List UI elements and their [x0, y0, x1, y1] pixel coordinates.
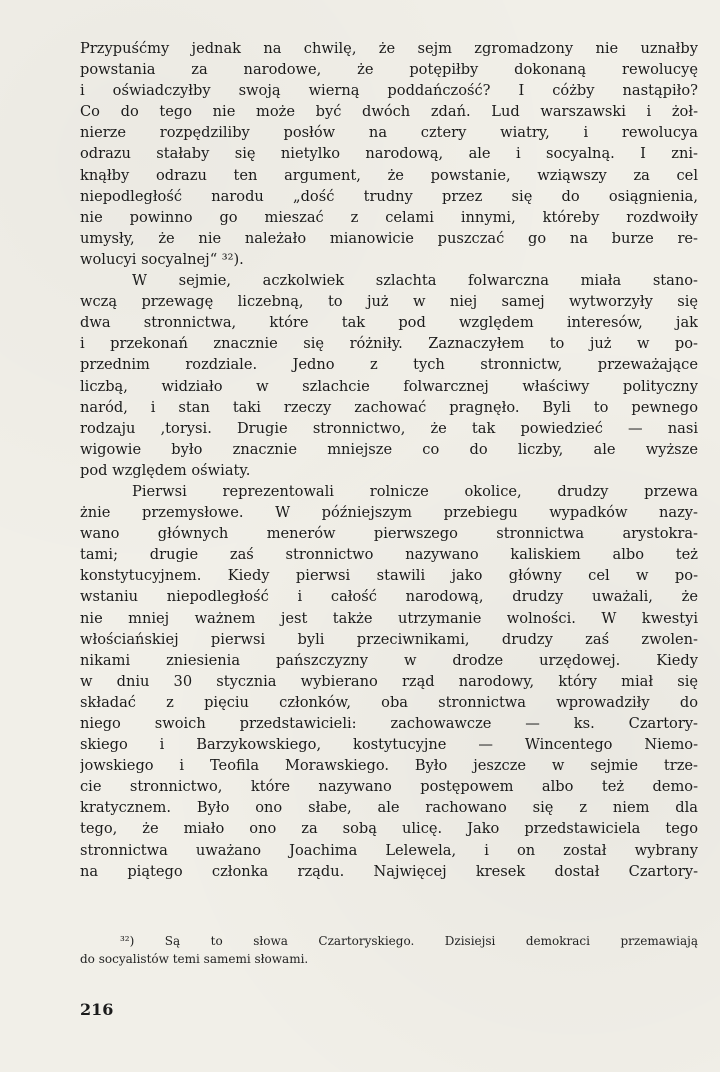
text-line: umysły, że nie należało mianowicie puszczać go na burze re- — [80, 229, 698, 247]
text-line: składać z pięciu członków, oba stronnictwa wprowadziły do — [80, 693, 698, 711]
text-line: przednim rozdziale. Jedno z tych stronnictw, przeważające — [80, 356, 698, 374]
text-line: knąłby odrazu ten argument, że powstanie, wziąwszy za cel — [80, 166, 698, 184]
text-line: żnie przemysłowe. W późniejszym przebiegu wypadków nazy- — [80, 504, 698, 522]
text-line: liczbą, widziało w szlachcie folwarcznej właściwy polityczny — [80, 377, 698, 395]
text-line: stronnictwa uważano Joachima Lelewela, i on został wybrany — [80, 841, 698, 859]
text-line: konstytucyjnem. Kiedy pierwsi stawili jako główny cel w po- — [80, 567, 698, 585]
text-line: odrazu stałaby się nietylko narodową, ale i socyalną. I zni- — [80, 145, 698, 163]
text-line: nikami zniesienia pańszczyzny w drodze urzędowej. Kiedy — [80, 651, 698, 669]
text-line: niego swoich przedstawicieli: zachowawcze — ks. Czartory- — [80, 715, 698, 732]
text-line: niepodległość narodu „dość trudny przez się do osiągnienia, — [80, 187, 698, 205]
text-line: na piątego członka rządu. Najwięcej kresek dostał Czartory- — [80, 862, 698, 880]
text-line: wigowie było znacznie mniejsze co do liczby, ale wyższe — [80, 440, 698, 458]
text-line: cie stronnictwo, które nazywano postępowem albo też demo- — [80, 778, 698, 796]
text-line: nie powinno go mieszać z celami innymi, któreby rozdwoiły — [80, 208, 698, 226]
text-line: w dniu 30 stycznia wybierano rząd narodowy, który miał się — [80, 672, 698, 690]
text-line: powstania za narodowe, że potępiłby dokonaną rewolucyę — [80, 61, 698, 79]
text-line: pod względem oświaty. — [80, 461, 251, 479]
text-line: i oświadczyłby swoją wierną poddańczość? I cóżby nastąpiło? — [80, 82, 698, 100]
text-line: wstaniu niepodległość i całość narodową, drudzy uważali, że — [80, 588, 698, 606]
text-line: nierze rozpędziliby posłów na cztery wiatry, i rewolucya — [80, 124, 698, 142]
footnote-line: do socyalistów temi samemi słowami. — [80, 952, 309, 966]
text-line: nie mniej ważnem jest także utrzymanie wolności. W kwestyi — [80, 609, 698, 627]
text-line: i przekonań znacznie się różniły. Zaznaczyłem to już w po- — [80, 335, 698, 353]
main-text — [80, 38, 698, 882]
text-line: Przypuśćmy jednak na chwilę, że sejm zgromadzony nie uznałby — [80, 40, 698, 57]
text-line: Co do tego nie może być dwóch zdań. Lud warszawski i żoł- — [80, 103, 698, 121]
text-line: jowskiego i Teofila Morawskiego. Było jeszcze w sejmie trze- — [80, 757, 698, 775]
text-line: tami; drugie zaś stronnictwo nazywano kaliskiem albo też — [80, 546, 698, 564]
text-line: wczą przewagę liczebną, to już w niej samej wytworzyły się — [80, 293, 698, 311]
page-number: 216 — [80, 1000, 114, 1019]
text-line: W sejmie, aczkolwiek szlachta folwarczna miała stano- — [132, 272, 698, 290]
text-line: kratycznem. Było ono słabe, ale rachowano się z niem dla — [80, 799, 698, 817]
text-line: włościańskiej pierwsi byli przeciwnikami, drudzy zaś zwolen- — [80, 630, 698, 648]
text-line: naród, i stan taki rzeczy zachować pragnęło. Byli to pewnego — [80, 398, 698, 416]
text-line: wano głównych menerów pierwszego stronnictwa arystokra- — [80, 525, 698, 543]
text-line: rodzaju ‚torysi. Drugie stronnictwo, że tak powiedzieć — nasi — [80, 419, 698, 437]
footnote-line: ³²) Są to słowa Czartoryskiego. Dzisiejsi demokraci przemawiają — [120, 934, 698, 948]
text-line: tego, że miało ono za sobą ulicę. Jako przedstawiciela tego — [80, 820, 698, 838]
text-line: wolucyi socyalnej“ ³²). — [80, 250, 244, 268]
text-line: dwa stronnictwa, które tak pod względem interesów, jak — [80, 314, 698, 332]
text-line: skiego i Barzykowskiego, kostytucyjne — Wincentego Niemo- — [80, 736, 698, 754]
footnote — [80, 932, 698, 968]
text-line: Pierwsi reprezentowali rolnicze okolice, drudzy przewa — [132, 482, 698, 500]
